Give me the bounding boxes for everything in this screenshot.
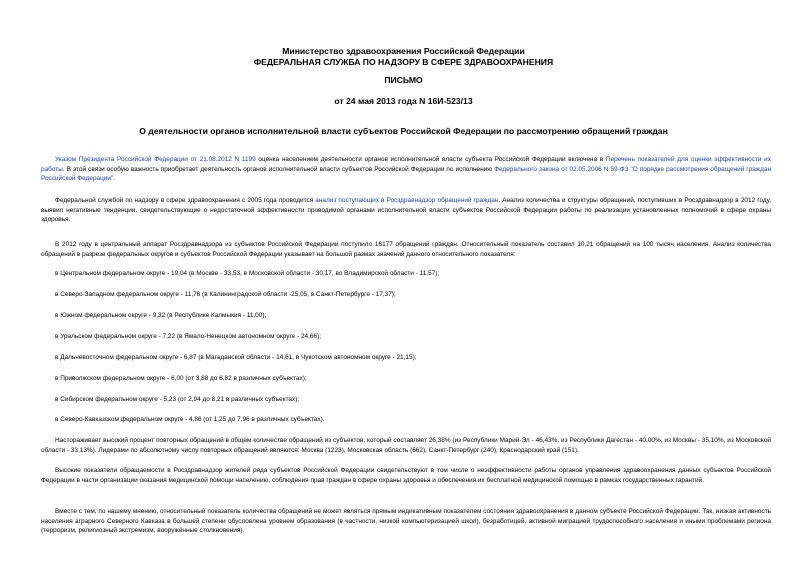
paragraph-1-text-2: . В этой связи особую важность приобретает деятельность органов исполнительной власти субъектов Российской Федерации по исполнению [62, 165, 495, 173]
district-item: в Приволжском федеральном округе - 6,00 (от 3,88 до 6,82 в различных субъектах); [55, 375, 307, 382]
paragraph-5: Высокие показатели обращаемости в Росздравнадзор жителей ряда субъектов Российской Федерации свидетельствуют в том числе о неэффективности работы органов управления здравоохранения данных субъектов Российской Федерации в части организации оказания медицинской помощи населению, соблюдения прав граждан в сфере охраны здоровья и обеспечения их бесплатной медицинской помощью в рамках государственных гарантий. [41, 467, 771, 484]
document-type: ПИСЬМО [384, 75, 423, 85]
link-federal-law-59[interactable]: Федерального закона от 02.05.2006 N 59-ФЗ "О порядке рассмотрения обращений граждан Российской Федерации" [41, 165, 772, 183]
district-item: в Северо-Кавказском федеральном округе - 4,86 (от 1,25 до 7,96 в различных субъектах). [55, 416, 325, 423]
paragraph-1 [41, 155, 771, 184]
service-name: ФЕДЕРАЛЬНАЯ СЛУЖБА ПО НАДЗОРУ В СФЕРЕ ЗДРАВООХРАНЕНИЯ [253, 57, 554, 67]
paragraph-6: Вместе с тем, по нашему мнению, относительный показатель количества обращений не может являться прямым индикативным показателем состояния здравоохранения в данном субъекте Российской Федерации. Так, низкая активность населения аграрного Северного Кавказа в большей степени обусловлена уровнем образования (в частности, низкой компьютеризацией школ), безработицей, активной миграцией трудоспособного населения и иными проблемами региона (терроризм, религиозный экстремизм, вооружённые столкновения). [41, 508, 771, 535]
link-presidential-decree[interactable]: Указом Президента Российской Федерации от 21.08.2012 N 1199 [55, 156, 256, 163]
link-indicator-list[interactable]: Перечень показателей для оценки эффективности их работы [41, 156, 771, 173]
district-item: в Центральном федеральном округе - 19,04 (в Москве - 33,53, в Московской области - 30,17, во Владимирской области - 11,57); [55, 270, 440, 277]
document-title: О деятельности органов исполнительной власти субъектов Российской Федерации по рассмотрению обращений граждан [139, 126, 668, 136]
paragraph-3: В 2012 году в центральный аппарат Росздравнадзора из субъектов Российской Федерации поступило 16177 обращений граждан. Относительный показатель составил 10,21 обращений на 100 тысяч населения. Анализ количества обращений в разрезе федеральных округов и субъектов Российской Федерации указывает на большой размах значений данного относительного показателя: [41, 241, 771, 258]
district-item: в Дальневосточном федеральном округе - 6,87 (в Магаданской области - 14,61, в Чукотском автономном округе - 21,15); [55, 354, 417, 361]
link-appeals-analysis[interactable]: анализ поступающих в Росздравнадзор обращений граждан [315, 197, 499, 204]
district-item: в Северо-Западном федеральном округе - 11,76 (в Калининградской области -25,05, в Санкт-Петербурге - 17,37); [55, 291, 396, 298]
ministry-name: Министерство здравоохранения Российской Федерации [282, 46, 525, 56]
paragraph-2-text-2: . Анализ количества и структуры обращений, поступивших в Росздравнадзор в 2012 году, выявил негативные тенденции, свидетельствующие о недостаточной эффективности проводимой органами исполнительной власти субъектов Российской Федерации работы по реализации установленных полномочий в сфере охраны здоровья. [41, 197, 772, 224]
paragraph-1-text-1: оценка населением деятельности органов исполнительной власти субъекта Российской Федерации включена в [255, 156, 606, 163]
paragraph-2 [41, 196, 771, 225]
document-date-number: от 24 мая 2013 года N 16И-523/13 [334, 96, 473, 106]
paragraph-4: Настораживает высокий процент повторных обращений в общем количестве обращений из субъектов, который составляет 26,38% (из Республики Марий-Эл - 46,43%, из Республики Дагестан - 40,00%, из Москвы - 35,10%, из Московской области - 33,13%). Лидерами по абсолютному числу повторных обращений являются: Москва (1223), Московская область (662), Санкт-Петербург (240), Краснодарский край (151). [41, 437, 771, 454]
district-item: в Уральском федеральном округе - 7,22 (в Ямало-Ненецком автономном округе - 24,66); [55, 333, 322, 340]
paragraph-2-text-1: Федеральной службой по надзору в сфере здравоохранения с 2005 года проводится [55, 197, 316, 204]
district-item: в Южном федеральном округе - 9,32 (в Республике Калмыкия - 11,00); [55, 312, 267, 319]
district-item: в Сибирском федеральном округе - 5,23 (от 2,94 до 8,21 в различных субъектах); [55, 396, 300, 403]
paragraph-1-text-3: . [113, 175, 116, 183]
